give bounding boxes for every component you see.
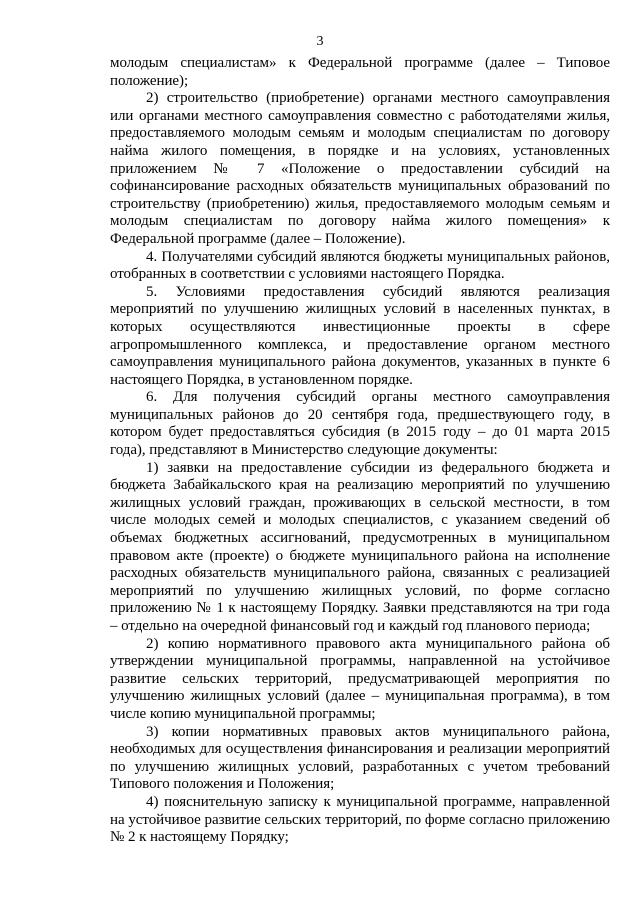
paragraph-6-documents: 6. Для получения субсидий органы местного самоуправления муниципальных районов до 20 сентября года, предшествующего году, в котором будет предоставляться субсидия (в 2015 году – до 01 марта 2015 года), представляют в Министерство следующие документы: — [110, 389, 610, 459]
paragraph-continuation: молодым специалистам» к Федеральной программе (далее – Типовое положение); — [110, 55, 610, 89]
paragraph-6-item-2-program-copy: 2) копию нормативного правового акта муниципального района об утверждении муниципальной программы, направленной на устойчивое развитие сельских территорий, предусматривающей мероприятия по улучшению жилищных условий (далее – муниципальная программа), в том числе копию муниципальной программы; — [110, 635, 610, 722]
paragraph-6-item-3-legal-acts: 3) копии нормативных правовых актов муниципального района, необходимых для осуществления финансирования и реализации мероприятий по улучшению жилищных условий, разработанных с учетом требований Типового положения и Положения; — [110, 723, 610, 793]
page-number: 3 — [316, 34, 324, 49]
paragraph-4-recipients: 4. Получателями субсидий являются бюджеты муниципальных районов, отобранных в соответствии с условиями настоящего Порядка. — [110, 248, 610, 283]
paragraph-6-item-1-applications: 1) заявки на предоставление субсидии из федерального бюджета и бюджета Забайкальского края на реализацию мероприятий по улучшению жилищных условий граждан, проживающих в сельской местности, в том числе молодых семей и молодых специалистов, с указанием сведений об объемах бюджетных ассигнований, предусмотренных в муниципальном правовом акте (проекте) о бюджете муниципального района на исполнение расходных обязательств муниципального района, связанных с реализацией мероприятий по улучшению жилищных условий, по форме согласно приложению № 1 к настоящему Порядку. Заявки представляются на три года – отдельно на очередной финансовый год и каждый год планового периода; — [110, 459, 610, 634]
paragraph-6-item-4-explanatory-note: 4) пояснительную записку к муниципальной программе, направленной на устойчивое развитие сельских территорий, по форме согласно приложению № 2 к настоящему Порядку; — [110, 793, 610, 846]
paragraph-5-conditions: 5. Условиями предоставления субсидий являются реализация мероприятий по улучшению жилищных условий в населенных пунктах, в которых осуществляются инвестиционные проекты в сфере агропромышленного комплекса, и предоставление органом местного самоуправления муниципального района документов, указанных в пункте 6 настоящего Порядка, в установленном порядке. — [110, 283, 610, 388]
document-body — [110, 55, 610, 847]
paragraph-item-2-construction: 2) строительство (приобретение) органами местного самоуправления или органами местного самоуправления совместно с работодателями жилья, предоставляемого молодым семьям и молодым специалистам по договору найма жилого помещения, в порядке и на условиях, установленных приложением № 7 «Положение о предоставлении субсидий на софинансирование расходных обязательств муниципальных образований по строительству (приобретению) жилья, предоставляемого молодым семьям и молодым специалистам по договору найма жилого помещения» к Федеральной программе (далее – Положение). — [110, 90, 610, 247]
